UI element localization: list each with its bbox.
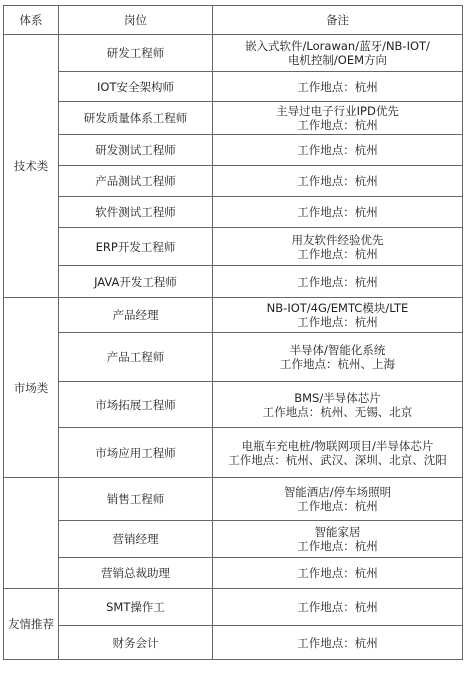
- note-line: 工作地点：杭州: [297, 600, 378, 614]
- category-cell: 友情推荐: [4, 589, 59, 660]
- table-row: [4, 558, 463, 589]
- notes-cell: [213, 589, 463, 626]
- table-row: [4, 135, 463, 166]
- notes-cell: [213, 228, 463, 266]
- note-line: 工作地点：杭州: [297, 274, 378, 289]
- note-line: 工作地点：杭州: [297, 118, 378, 132]
- notes-cell: [213, 626, 463, 660]
- header-position: 岗位: [59, 6, 213, 35]
- note-line: 智能酒店/停车场照明: [283, 485, 392, 499]
- note-line: 用友软件经验优先: [291, 232, 384, 247]
- notes-cell: [213, 333, 463, 382]
- notes-cell: [213, 382, 463, 428]
- recruitment-table: [3, 5, 463, 660]
- position-cell: SMT操作工: [59, 589, 213, 626]
- table-row: [4, 298, 463, 333]
- note-line: NB-IOT/4G/EMTC模块/LTE: [266, 301, 409, 315]
- notes-cell: [213, 102, 463, 135]
- table-header-row: [4, 6, 463, 35]
- position-cell: 软件测试工程师: [59, 197, 213, 228]
- note-line: 工作地点：杭州: [297, 79, 378, 94]
- position-cell: ERP开发工程师: [59, 228, 213, 266]
- notes-cell: [213, 197, 463, 228]
- table-row: [4, 382, 463, 428]
- note-line: 工作地点：杭州: [297, 539, 378, 553]
- note-line: 工作地点：杭州、武汉、深圳、北京、沈阳: [228, 452, 447, 467]
- table-row: [4, 333, 463, 382]
- notes-cell: [213, 166, 463, 197]
- position-cell: 销售工程师: [59, 478, 213, 521]
- table-row: [4, 197, 463, 228]
- note-line: 半导体/智能化系统: [289, 343, 386, 357]
- position-cell: JAVA开发工程师: [59, 266, 213, 298]
- header-notes: 备注: [213, 6, 463, 35]
- note-line: 嵌入式软件/Lorawan/蓝牙/NB-IOT/: [245, 39, 430, 53]
- position-cell: 研发工程师: [59, 35, 213, 72]
- notes-cell: [213, 428, 463, 478]
- position-cell: 产品工程师: [59, 333, 213, 382]
- table-row: [4, 589, 463, 626]
- position-cell: 市场拓展工程师: [59, 382, 213, 428]
- table-row: [4, 72, 463, 102]
- notes-cell: [213, 558, 463, 589]
- table-row: [4, 166, 463, 197]
- note-line: 工作地点：杭州: [297, 143, 378, 157]
- position-cell: 市场应用工程师: [59, 428, 213, 478]
- note-line: 工作地点：杭州、无锡、北京: [262, 404, 413, 419]
- note-line: 电机控制/OEM方向: [287, 53, 388, 67]
- table-row: [4, 626, 463, 660]
- notes-cell: [213, 35, 463, 72]
- table-row: [4, 35, 463, 72]
- position-cell: 财务会计: [59, 626, 213, 660]
- table-body: [4, 35, 463, 660]
- notes-cell: [213, 135, 463, 166]
- notes-cell: [213, 266, 463, 298]
- note-line: 工作地点：杭州: [297, 205, 378, 219]
- table-row: [4, 428, 463, 478]
- position-cell: IOT安全架构师: [59, 72, 213, 102]
- category-cell: [4, 478, 59, 589]
- note-line: BMS/半导体芯片: [294, 390, 381, 405]
- category-cell: 市场类: [4, 298, 59, 478]
- table-row: [4, 102, 463, 135]
- note-line: 电瓶车充电桩/物联网项目/半导体芯片: [241, 438, 434, 453]
- position-cell: 研发测试工程师: [59, 135, 213, 166]
- notes-cell: [213, 478, 463, 521]
- note-line: 工作地点：杭州: [297, 635, 378, 650]
- position-cell: 营销总裁助理: [59, 558, 213, 589]
- table-row: [4, 478, 463, 521]
- note-line: 智能家居: [314, 525, 361, 539]
- note-line: 工作地点：杭州: [297, 315, 378, 329]
- notes-cell: [213, 521, 463, 558]
- note-line: 工作地点：杭州: [297, 246, 378, 261]
- note-line: 工作地点：杭州: [297, 499, 378, 513]
- note-line: 工作地点：杭州、上海: [280, 357, 395, 371]
- header-category: 体系: [4, 6, 59, 35]
- table-row: [4, 266, 463, 298]
- note-line: 工作地点：杭州: [297, 174, 378, 188]
- position-cell: 产品经理: [59, 298, 213, 333]
- table-row: [4, 521, 463, 558]
- table-row: [4, 228, 463, 266]
- position-cell: 研发质量体系工程师: [59, 102, 213, 135]
- note-line: 主导过电子行业IPD优先: [276, 104, 399, 118]
- category-cell: 技术类: [4, 35, 59, 298]
- position-cell: 产品测试工程师: [59, 166, 213, 197]
- position-cell: 营销经理: [59, 521, 213, 558]
- note-line: 工作地点：杭州: [297, 566, 378, 580]
- notes-cell: [213, 72, 463, 102]
- notes-cell: [213, 298, 463, 333]
